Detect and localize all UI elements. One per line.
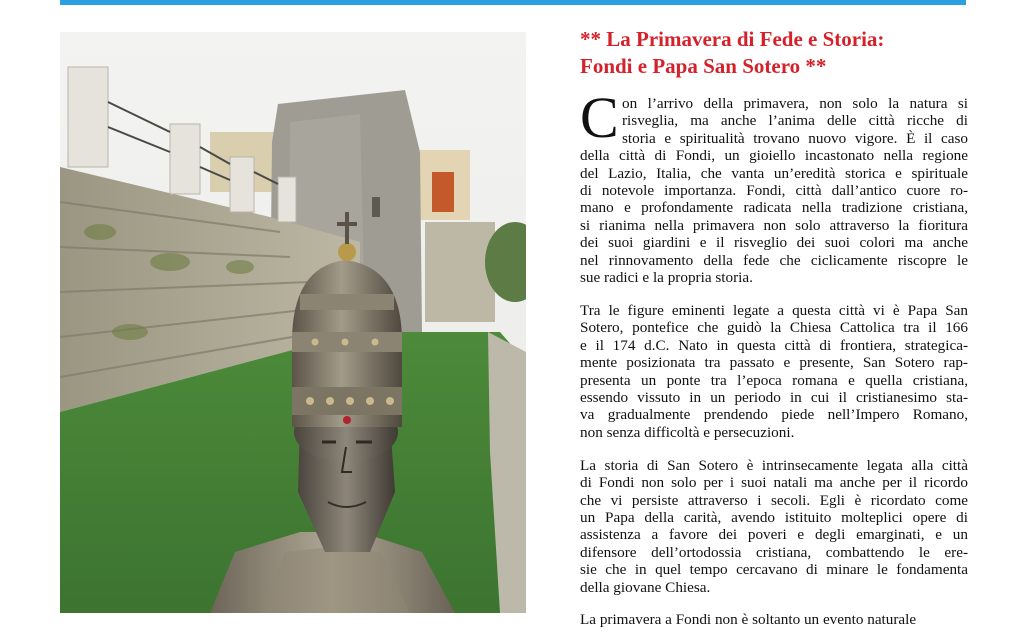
article-photo (60, 32, 526, 613)
paragraph-line: presenta un ponte tra l’epoca romana e quella cristiana, (580, 371, 968, 389)
paragraph-line: La primavera a Fondi non è soltanto un evento naturale (580, 611, 917, 629)
paragraph-line: Tra le figure eminenti legate a questa città vi è Papa San (580, 301, 968, 319)
paragraph-line: della giovane Chiesa. (580, 578, 711, 596)
paragraph-line: nel rinnovamento della fede che ciclicamente riscopre le (580, 251, 968, 269)
drop-cap: C (580, 85, 619, 150)
photo-illustration (60, 32, 526, 613)
paragraph-line: non senza difficoltà e persecuzioni. (580, 423, 795, 441)
paragraph-line: di notevole importanza. Fondi, città dall’antico cuore ro- (580, 182, 968, 200)
article-paragraph-4 (580, 611, 968, 628)
paragraph-line: risveglia, ma anche l’anima delle città ricche di (622, 112, 968, 130)
paragraph-line: e il 174 d.C. Nato in questa città di frontiera, strategica- (580, 336, 968, 354)
paragraph-line: si rianima nella primavera non solo attraverso la fioritura (580, 216, 968, 234)
headline-line-1: ** La Primavera di Fede e Storia: (580, 27, 885, 51)
paragraph-line: sue radici e la propria storia. (580, 269, 753, 287)
article-body (580, 85, 968, 629)
paragraph-line: difensore dell’ortodossia cristiana, combattendo le ere- (580, 543, 968, 561)
paragraph-line: sie che in quel tempo cercavano di minare le fondamenta (580, 561, 968, 579)
paragraph-line: on l’arrivo della primavera, non solo la natura si (622, 95, 968, 112)
article-paragraph-3 (580, 457, 968, 596)
paragraph-line: essendo vissuto in un periodo in cui il cristianesimo sta- (580, 389, 968, 406)
paragraph-line: storia e spiritualità trovano nuovo vigore. È il caso (622, 129, 968, 147)
paragraph-line: mano e profondamente radicata nella tradizione cristiana, (580, 199, 968, 217)
article-column (580, 26, 968, 644)
paragraph-line: mente posizionata tra passato e presente, San Sotero rap- (580, 354, 968, 372)
paragraph-line: del Lazio, Italia, che vanta un’eredità storica e spirituale (580, 164, 968, 182)
paragraph-line: un Papa della carità, avendo istituito molteplici opere di (580, 508, 968, 526)
paragraph-line: dei suoi giardini e il risveglio dei suoi colori ma anche (580, 234, 968, 252)
paragraph-line: Sotero, pontefice che guidò la Chiesa Cattolica tra il 166 (580, 319, 968, 337)
top-blue-rule (60, 0, 966, 5)
paragraph-line: che vi persiste attraverso i secoli. Egli è ricordato come (580, 491, 968, 509)
paragraph-line: assistenza a favore dei poveri e degli emarginati, e un (580, 526, 968, 544)
article-paragraph-2 (580, 302, 968, 441)
headline-line-2: Fondi e Papa San Sotero ** (580, 54, 827, 78)
paragraph-line: di Fondi non solo per i suoi natali ma anche per il ricordo (580, 474, 968, 492)
paragraph-line: La storia di San Sotero è intrinsecamente legata alla città (580, 456, 968, 474)
article-paragraph-1 (580, 85, 968, 287)
article-headline (580, 26, 968, 80)
paragraph-line: va gradualmente prendendo piede nell’Impero Romano, (580, 406, 968, 424)
paragraph-line: della città di Fondi, un gioiello incastonato nella regione (580, 147, 968, 165)
